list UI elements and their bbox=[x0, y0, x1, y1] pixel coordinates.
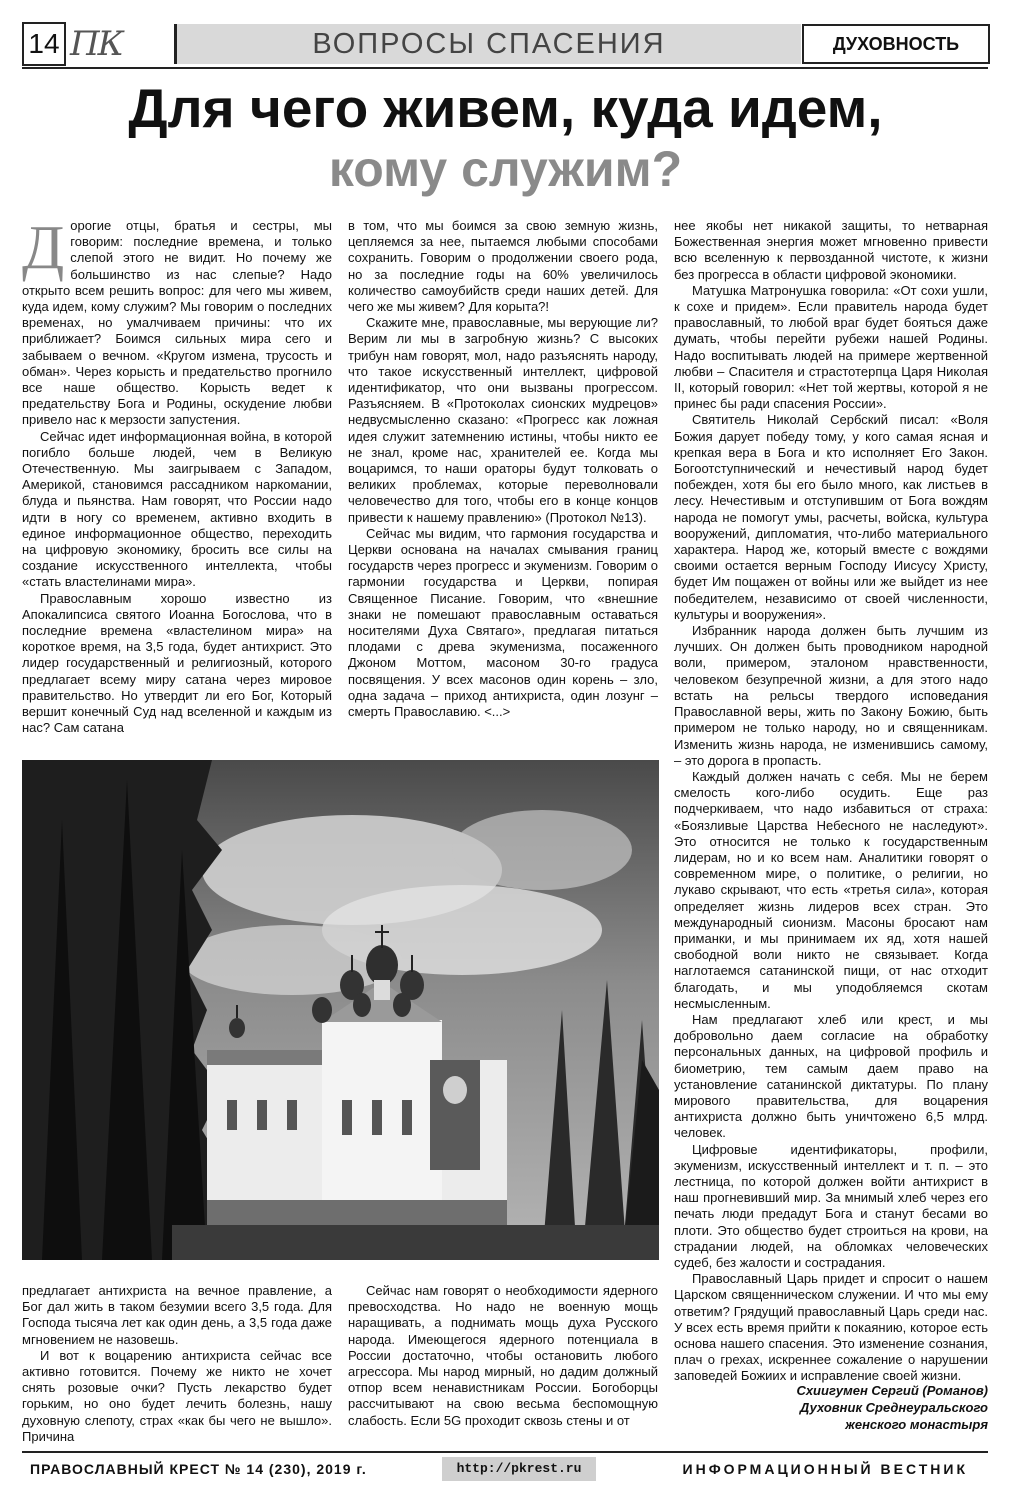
rubric-label: ДУХОВНОСТЬ bbox=[802, 24, 990, 64]
section-title: ВОПРОСЫ СПАСЕНИЯ bbox=[312, 28, 666, 60]
article-paragraph: Нам предлагают хлеб или крест, и мы добровольно даем согласие на обработку персональных данных, на цифровой профиль и биометрию, тем самым даем право на установление сатанинской диктатуры. По плану мирового правительства, для воцарения антихриста должно быть уничтожено 6,5 млрд. человек. bbox=[674, 1011, 988, 1141]
article-column-1 bbox=[22, 214, 332, 748]
page-footer bbox=[22, 1455, 988, 1483]
page-number: 14 bbox=[22, 22, 66, 66]
page-header bbox=[22, 22, 988, 66]
article-paragraph: Скажите мне, православные, мы верующие ли? Верим ли мы в загробную жизнь? С высоких трибун нам говорят, мол, надо разъяснять народу, что такое искусственный интеллект, цифровой идентификатор, что они вызваны прогрессом. Разъясняем. В «Протоколах сионских мудрецов» недвусмысленно сказано: «Прогресс как ложная идея служит затемнению истины, чтобы никто ее не знал, кроме нас, хранителей ее. Когда мы воцаримся, то наши ораторы будут толковать о великих проблемах, которые переволновали человечество для того, чтобы его в конце концов привести к нашему правлению» (Протокол №13). bbox=[348, 315, 658, 525]
article-paragraph: Избранник народа должен быть лучшим из лучших. Он должен быть проводником народной воли, примером, эталоном нравственности, человеком безупречной жизни, а для этого надо встать на рельсы твердого исповедания Православной веры, жить по Закону Божию, быть примером не только народу, но и священникам. Изменить жизнь народа, не изменившись самому, – это дорога в пропасть. bbox=[674, 623, 988, 768]
church-photo bbox=[22, 760, 659, 1260]
section-bar bbox=[174, 24, 801, 64]
headline-line-2: кому служим? bbox=[328, 141, 683, 197]
author-title-cont: женского монастыря bbox=[845, 1417, 988, 1432]
article-paragraph: Сейчас идет информационная война, в которой погибло больше людей, чем в Великую Отечественную. Мы заигрываем с Западом, Америкой, становимся рассадником наркомании, блуда и пьянства. Нам говорят, что России надо идти в ногу со временем, активно входить в единое информационное общество, переходить на цифровую экономику, бросить все силы на создание искусственного интеллекта, чтобы «стать властелинами мира». bbox=[22, 428, 332, 590]
article-column-2 bbox=[348, 218, 658, 748]
newspaper-logo: ПК bbox=[70, 24, 122, 64]
article-paragraph: Святитель Николай Сербский писал: «Воля Божия дарует победу тому, у кого самая ясная и крепкая вера в Бога и кто исполняет Его Закон. Богоотступнический и нечестивый народ будет побежден, хотя бы его было много, как листьев в лесу. Нечестивым и отступившим от Бога вождям народа не помогут умы, расчеты, войска, культура вооружений, дипломатия, что-либо материального характера. Народ же, который вместе с вождями своими остается верным Господу Иисусу Христу, будет Им пощажен от войны или же выйдет из нее победителем, независимо от своей численности, культуры и вооружения». bbox=[674, 412, 988, 622]
article-paragraph: нее якобы нет никакой защиты, то нетварная Божественная энергия может мгновенно привести всю вселенную к первозданной чистоте, к жизни без прогресса в области цифровой экономики. bbox=[674, 218, 988, 282]
article-column-5 bbox=[348, 1283, 658, 1433]
article-paragraph: Цифровые идентификаторы, профили, экуменизм, искусственный интеллект и т. п. – это лестница, по которой должен войти антихрист в наш прогневивший мир. За мнимый хлеб через его печать люди предадут Бога и станут бесами во плоти. Это общество будет строиться на крови, на страдании людей, на обломках человеческих судеб, без жалости и сострадания. bbox=[674, 1141, 988, 1270]
article-column-4 bbox=[22, 1283, 332, 1444]
website-link[interactable]: http://pkrest.ru bbox=[442, 1457, 596, 1481]
publication-type: ИНФОРМАЦИОННЫЙ ВЕСТНИК bbox=[682, 1461, 968, 1477]
article-paragraph: Православный Царь придет и спросит о нашем Царском священническом служении. И что мы ему ответим? Грядущий православный Царь среди нас. У всех есть время прийти к покаянию, которое есть основа нашего спасения. Это изменение сознания, плач о грехах, искреннее сожаление о нарушении заповедей Божиих и исправление своей жизни. bbox=[674, 1271, 988, 1384]
article-column-3 bbox=[674, 218, 988, 1384]
article-paragraph: Сейчас нам говорят о необходимости ядерного превосходства. Но надо не военную мощь наращивать, а поднимать мощь духа Русского народа. Имеющегося ядерного потенциала в России достаточно, чтобы остановить любого агрессора. Мы народ мирный, но дадим должный отпор всем ненавистникам России. Богоборцы рассчитывают на свою весьма беспомощную слабость. Если 5G проходит сквозь стены и от bbox=[348, 1283, 658, 1428]
article-paragraph: Каждый должен начать с себя. Мы не берем смелость кого-либо осудить. Еще раз подчеркиваем, что надо избавиться от страха: «Боязливые Царства Небесного не наследуют». Это относится не только к государственным лидерам, но и ко всем нам. Аналитики говорят о современном мире, о политике, о религии, но лукаво скрывают, что есть «третья сила», которая определяет жизнь лидеров всех стран. Это международный сионизм. Масоны бросают нам приманки, и мы принимаем их яд, хотя нашей свободной воли никто не связывает. Когда наглотаемся сатанинской пищи, от нас отходит благодать, и мы уподобляемся скотам несмысленным. bbox=[674, 768, 988, 1011]
author-title: Духовник Среднеуральского bbox=[799, 1400, 988, 1415]
footer-rule bbox=[22, 1451, 988, 1453]
article-paragraph: Матушка Матронушка говорила: «От сохи ушли, к сохе и придем». Если правитель народа будет православный, то любой враг будет бояться даже думать, чтобы перейти рубежи нашей Родины. Надо воспитывать людей на примере жертвенной любви – Спасителя и страстотерпца Царя Николая II, который говорил: «Нет той жертвы, которой я не принес бы ради спасения России». bbox=[674, 282, 988, 412]
issue-info: ПРАВОСЛАВНЫЙ КРЕСТ № 14 (230), 2019 г. bbox=[30, 1461, 367, 1477]
church-illustration bbox=[22, 760, 659, 1260]
headline-line-1: Для чего живем, куда идем, bbox=[128, 77, 883, 139]
article-paragraph: И вот к воцарению антихриста сейчас все активно готовится. Почему же никто не хочет снять розовые очки? Пусть лекарство будет горьким, но оно будет лечить болезнь, нашу духовную слепоту, страх «как бы чего не вышло». Причина bbox=[22, 1347, 332, 1444]
header-rule bbox=[22, 67, 988, 69]
article-paragraph: Православным хорошо известно из Апокалипсиса святого Иоанна Богослова, что в последние времена «властелином мира» на короткое время, на 3,5 года, будет антихрист. Это лидер государственный и религиозный, которого предлагает всему миру сатана через мировое правительство. Но утвердит ли его Бог, Который вершит конечный Суд над вселенной и каждым из нас? Сам сатана bbox=[22, 590, 332, 736]
author-name: Схиигумен Сергий (Романов) bbox=[796, 1383, 988, 1398]
article-paragraph: в том, что мы боимся за свою земную жизнь, цепляемся за нее, пытаемся любыми способами сохранить. Говорим о продолжении своего рода, но за последние годы на 60% увеличилось количество самоубийств среди наших детей. Для чего же мы живем? Для корыта?! bbox=[348, 218, 658, 315]
article-paragraph: Сейчас мы видим, что гармония государства и Церкви основана на началах смывания границ государств через прогресс и экуменизм. Говорим о гармонии государства и Церкви, попирая Священное Писание. Говорим, что «внешние знаки не помешают православным оставаться носителями Духа Святаго», предлагая питаться плодами с древа экуменизма, посаженного Джоном Моттом, масоном 30-го градуса посвящения. У всех масонов один корень – зло, одна задача – приход антихриста, один лозунг – смерть Православию. <...> bbox=[348, 525, 658, 720]
drop-cap: Д bbox=[22, 214, 65, 282]
author-signature bbox=[674, 1382, 988, 1433]
article-paragraph: предлагает антихриста на вечное правление, а Бог дал жить в таком безумии всего 3,5 года. Для Господа тысяча лет как один день, а 3,5 года даже мгновением не назовешь. bbox=[22, 1283, 332, 1347]
article-paragraph bbox=[22, 214, 332, 429]
paragraph-text: орогие отцы, братья и сестры, мы говорим: последние времена, и только слепой этого не видит. Но почему же большинство из нас слепые? Надо открыто всем решить вопрос: для чего мы живем, куда идем, кому служим? Мы говорим о последних временах, но умалчиваем причины: что их приближает? Боимся сильных мира сего и забываем о вечном. «Кругом измена, трусость и обман». Через корысть и предательство прогнило все наше общество. Корысть ведет к предательству Бога и Родины, оскудение любви привело нас к мерзости запустения. bbox=[22, 218, 332, 428]
